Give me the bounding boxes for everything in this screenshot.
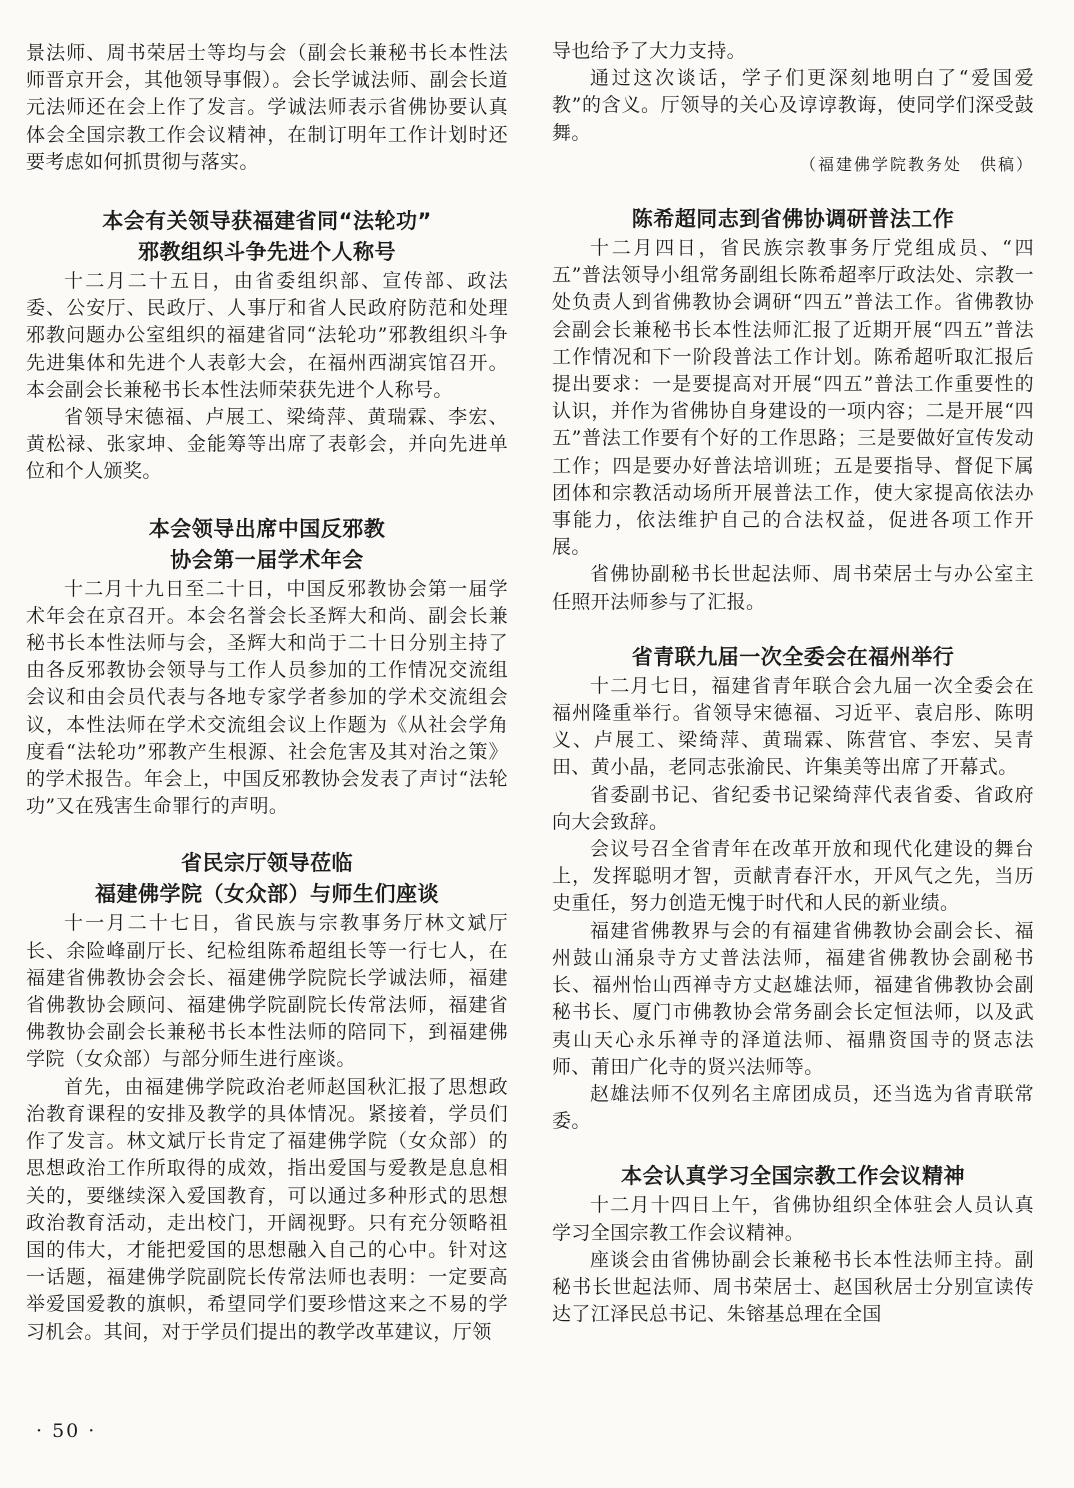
article-credit: （福建佛学院教务处 供稿） [799,154,1034,174]
article-paragraph: 省委副书记、省纪委书记梁绮萍代表省委、省政府向大会致辞。 [552,783,1034,833]
article-paragraph: 省领导宋德福、卢展工、梁绮萍、黄瑞霖、李宏、黄松禄、张家坤、金能筹等出席了表彰会，并向先进单位和个人颁奖。 [26,406,508,483]
article-paragraph: 通过这次谈话，学子们更深刻地明白了“爱国爱教”的含义。厅领导的关心及谆谆教诲，使同学们深受鼓舞。 [552,67,1034,144]
article-paragraph: 十二月四日，省民族宗教事务厅党组成员、“四五”普法领导小组常务副组长陈希超率厅政法处、宗教一处负责人到省佛教协会调研“四五”普法工作。省佛教协会副会长兼秘书长本性法师汇报了近期开展“四五”普法工作情况和下一阶段普法工作计划。陈希超听取汇报后提出要求：一是要提高对开展“四五”普法工作重要性的认识，并作为省佛协自身建设的一项内容；二是开展“四五”普法工作要有个好的工作思路；三是要做好宣传发动工作；四是要办好普法培训班；五是要指导、督促下属团体和宗教活动场所开展普法工作，使大家提高依法办事能力，依法维护自己的合法权益，促进各项工作开展。 [552,237,1034,559]
article-title: 省青联九届一次全委会在福州举行 [631,644,955,669]
left-column [26,40,508,1346]
article-paragraph: 十二月十九日至二十日，中国反邪教协会第一届学术年会在京召开。本会名誉会长圣辉大和尚、副会长兼秘书长本性法师与会，圣辉大和尚于二十日分别主持了由各反邪教协会领导与工作人员参加的工作情况交流组会议和由会员代表与各地专家学者参加的学术交流组会议，本性法师在学术交流组会议上作题为《从社会学角度看“法轮功”邪教产生根源、社会危害及其对治之策》的学术报告。年会上，中国反邪教协会发表了声讨“法轮功”又在残害生命罪行的声明。 [26,577,508,818]
continued-paragraph: 景法师、周书荣居士等均与会（副会长兼秘书长本性法师晋京开会，其他领导事假）。会长学诚法师、副会长道元法师还在会上作了发言。学诚法师表示省佛协要认真体会全国宗教工作会议精神，在制订明年工作计划时还要考虑如何抓贯彻与落实。 [26,42,508,173]
article-title-line2: 福建佛学院（女众部）与师生们座谈 [95,882,439,907]
article-paragraph: 十二月七日，福建省青年联合会九届一次全委会在福州隆重举行。省领导宋德福、习近平、袁启彤、陈明义、卢展工、梁绮萍、黄瑞霖、陈营官、李宏、吴青田、黄小晶，老同志张渝民、许集美等出席了开幕式。 [552,674,1034,779]
article-title-line2: 协会第一届学术年会 [170,547,364,572]
right-column [552,38,1034,1328]
article-paragraph: 赵雄法师不仅列名主席团成员，还当选为省青联常委。 [552,1082,1034,1133]
article-legal-education-research [552,204,1034,616]
article-paragraph: 座谈会由省佛协副会长兼秘书长本性法师主持。副秘书长世起法师、周书荣居士、赵国秋居士分别宣读传达了江泽民总书记、朱镕基总理在全国 [552,1248,1034,1326]
article-buddhist-college-visit [26,848,508,1345]
article-paragraph: 会议号召全省青年在改革开放和现代化建设的舞台上，发挥聪明才智，贡献青春汗水，开风气之先，当历史重任，努力创造无愧于时代和人民的新业绩。 [552,838,1034,915]
article-anti-cult-conference [26,514,508,821]
article-title-line2: 邪教组织斗争先进个人称号 [138,240,396,265]
article-paragraph: 十二月二十五日，由省委组织部、宣传部、政法委、公安厅、民政厅、人事厅和省人民政府防范和处理邪教问题办公室组织的福建省同“法轮功”邪教组织斗争先进集体和先进个人表彰大会，在福州西湖宾馆召开。本会副会长兼秘书长本性法师荣获先进个人称号。 [26,270,508,401]
article-paragraph: 十一月二十七日，省民族与宗教事务厅林文斌厅长、余险峰副厅长、纪检组陈希超组长等一行七人，在福建省佛教协会会长、福建佛学院院长学诚法师，福建省佛教协会顾问、福建佛学院副院长传常法师，福建省佛教协会副会长兼秘书长本性法师的陪同下，到福建佛学院（女众部）与部分师生进行座谈。 [26,912,508,1071]
article-title: 本会认真学习全国宗教工作会议精神 [621,1164,965,1189]
article-title-line1: 本会领导出席中国反邪教 [148,516,386,541]
article-paragraph: 十二月十四日上午，省佛协组织全体驻会人员认真学习全国宗教工作会议精神。 [552,1194,1034,1244]
article-paragraph: 省佛协副秘书长世起法师、周书荣居士与办公室主任照开法师参与了汇报。 [552,563,1034,613]
page-number: · 50 · [36,1420,97,1442]
article-paragraph: 福建省佛教界与会的有福建省佛教协会副会长、福州鼓山涌泉寺方丈普法法师，福建省佛教协会副秘书长、福州怡山西禅寺方丈赵雄法师，福建省佛教协会副秘书长、厦门市佛教协会常务副会长定恒法师，以及武夷山天心永乐禅寺的泽道法师、福鼎资国寺的贤志法师、莆田广化寺的贤兴法师等。 [552,919,1034,1078]
continued-paragraph: 导也给予了大力支持。 [552,40,747,62]
article-paragraph: 首先，由福建佛学院政治老师赵国秋汇报了思想政治教育课程的安排及教学的具体情况。紧接着，学员们作了发言。林文斌厅长肯定了福建佛学院（女众部）的思想政治工作所取得的成效，指出爱国与爱教是息息相关的，要继续深入爱国教育，可以通过多种形式的思想政治教育活动，走出校门，开阔视野。只有充分领略祖国的伟大，才能把爱国的思想融入自己的心中。针对这一话题，福建佛学院副院长传常法师也表明：一定要高举爱国爱教的旗帜，希望同学们要珍惜这来之不易的学习机会。其间，对于学员们提出的教学改革建议，厅领 [26,1075,508,1343]
article-title: 陈希超同志到省佛协调研普法工作 [631,207,955,232]
article-religious-work-study [552,1161,1034,1328]
article-youth-federation-meeting [552,642,1034,1135]
article-advanced-individual-award [26,206,508,486]
article-title-line1: 省民宗厅领导莅临 [181,851,353,876]
article-title-line1: 本会有关领导获福建省同“法轮功” [102,209,432,234]
